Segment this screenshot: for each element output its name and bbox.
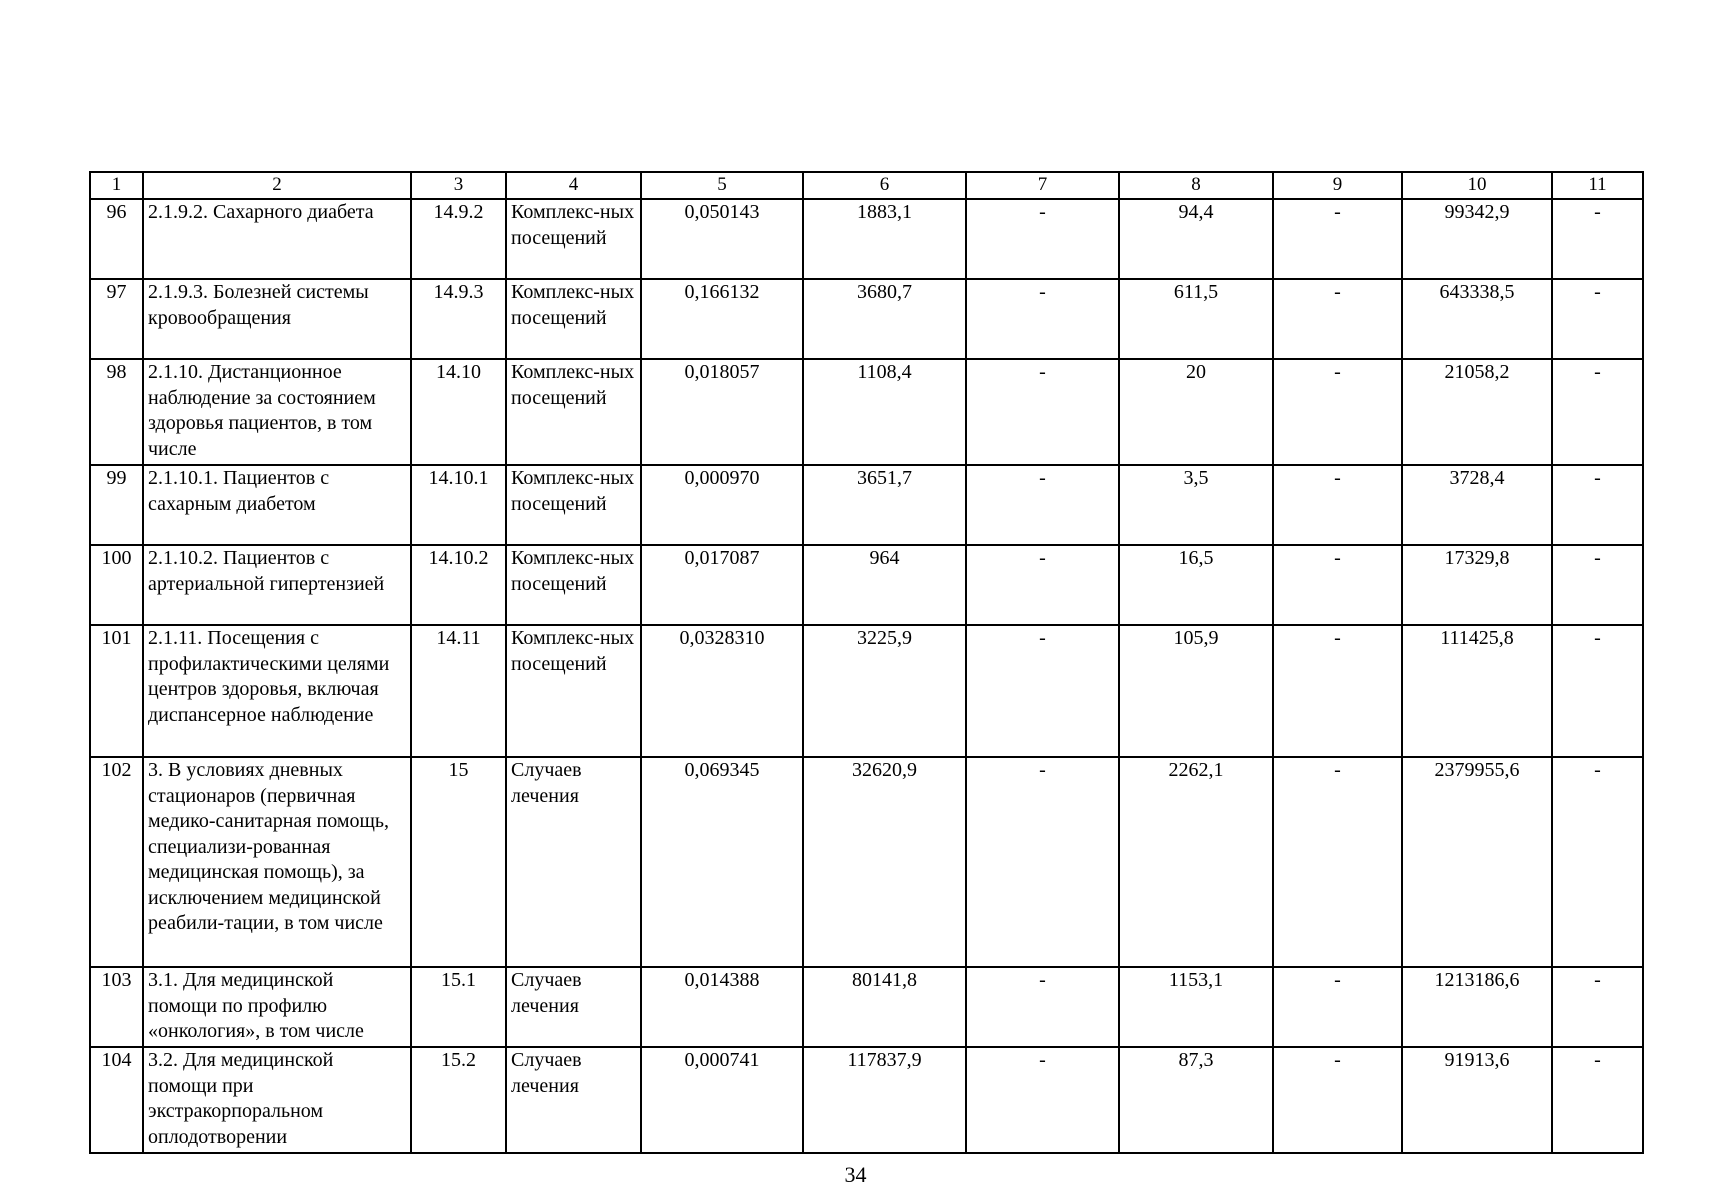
row-unit: Комплекс-ных посещений	[506, 359, 641, 465]
cell-col5: 0,017087	[641, 545, 803, 625]
row-number: 100	[90, 545, 143, 625]
cell-col7: -	[966, 967, 1119, 1047]
column-header: 8	[1119, 172, 1273, 199]
column-header: 1	[90, 172, 143, 199]
cell-col9: -	[1273, 199, 1402, 279]
cell-col11: -	[1552, 545, 1643, 625]
row-number: 99	[90, 465, 143, 545]
row-unit: Случаев лечения	[506, 757, 641, 967]
row-number: 101	[90, 625, 143, 757]
row-name: 3.1. Для медицинской помощи по профилю «онкология», в том числе	[143, 967, 411, 1047]
table-row	[90, 1047, 1643, 1153]
cell-col7: -	[966, 757, 1119, 967]
cell-col5: 0,014388	[641, 967, 803, 1047]
cell-col7: -	[966, 279, 1119, 359]
cell-col6: 964	[803, 545, 966, 625]
row-code: 14.10	[411, 359, 506, 465]
cell-col11: -	[1552, 757, 1643, 967]
cell-col11: -	[1552, 279, 1643, 359]
cell-col10: 111425,8	[1402, 625, 1552, 757]
cell-col8: 105,9	[1119, 625, 1273, 757]
cell-col8: 16,5	[1119, 545, 1273, 625]
cell-col8: 20	[1119, 359, 1273, 465]
cell-col6: 1883,1	[803, 199, 966, 279]
row-code: 14.9.2	[411, 199, 506, 279]
cell-col9: -	[1273, 1047, 1402, 1153]
cell-col5: 0,166132	[641, 279, 803, 359]
table-row	[90, 465, 1643, 545]
cell-col9: -	[1273, 757, 1402, 967]
cell-col6: 3225,9	[803, 625, 966, 757]
cell-col10: 91913,6	[1402, 1047, 1552, 1153]
row-name: 2.1.11. Посещения с профилактическими целями центров здоровья, включая диспансерное наблюдение	[143, 625, 411, 757]
cell-col8: 611,5	[1119, 279, 1273, 359]
row-unit: Комплекс-ных посещений	[506, 199, 641, 279]
cell-col8: 87,3	[1119, 1047, 1273, 1153]
page-number: 34	[844, 1162, 867, 1187]
cell-col5: 0,069345	[641, 757, 803, 967]
cell-col8: 3,5	[1119, 465, 1273, 545]
cell-col11: -	[1552, 199, 1643, 279]
row-number: 102	[90, 757, 143, 967]
cell-col10: 2379955,6	[1402, 757, 1552, 967]
row-name: 2.1.10. Дистанционное наблюдение за состоянием здоровья пациентов, в том числе	[143, 359, 411, 465]
cell-col11: -	[1552, 359, 1643, 465]
row-code: 14.10.2	[411, 545, 506, 625]
cell-col6: 117837,9	[803, 1047, 966, 1153]
cell-col9: -	[1273, 279, 1402, 359]
row-code: 14.9.3	[411, 279, 506, 359]
cell-col9: -	[1273, 625, 1402, 757]
cell-col7: -	[966, 465, 1119, 545]
cell-col6: 3651,7	[803, 465, 966, 545]
row-name: 2.1.10.1. Пациентов с сахарным диабетом	[143, 465, 411, 545]
cell-col7: -	[966, 359, 1119, 465]
column-header: 10	[1402, 172, 1552, 199]
cell-col11: -	[1552, 625, 1643, 757]
row-name: 2.1.10.2. Пациентов с артериальной гипертензией	[143, 545, 411, 625]
column-header: 11	[1552, 172, 1643, 199]
row-number: 98	[90, 359, 143, 465]
row-name: 2.1.9.3. Болезней системы кровообращения	[143, 279, 411, 359]
column-header: 5	[641, 172, 803, 199]
cell-col8: 2262,1	[1119, 757, 1273, 967]
cell-col6: 1108,4	[803, 359, 966, 465]
cell-col5: 0,000741	[641, 1047, 803, 1153]
cell-col8: 1153,1	[1119, 967, 1273, 1047]
cell-col9: -	[1273, 465, 1402, 545]
cell-col9: -	[1273, 545, 1402, 625]
column-header: 9	[1273, 172, 1402, 199]
cell-col5: 0,000970	[641, 465, 803, 545]
row-unit: Случаев лечения	[506, 967, 641, 1047]
table-row	[90, 279, 1643, 359]
column-header: 3	[411, 172, 506, 199]
row-number: 103	[90, 967, 143, 1047]
row-number: 97	[90, 279, 143, 359]
column-header: 6	[803, 172, 966, 199]
cell-col9: -	[1273, 359, 1402, 465]
cell-col11: -	[1552, 1047, 1643, 1153]
cell-col7: -	[966, 199, 1119, 279]
header-row	[90, 172, 1643, 199]
table-row	[90, 757, 1643, 967]
row-unit: Случаев лечения	[506, 1047, 641, 1153]
column-header: 7	[966, 172, 1119, 199]
cell-col10: 99342,9	[1402, 199, 1552, 279]
row-name: 2.1.9.2. Сахарного диабета	[143, 199, 411, 279]
row-number: 104	[90, 1047, 143, 1153]
cell-col11: -	[1552, 967, 1643, 1047]
cell-col10: 3728,4	[1402, 465, 1552, 545]
cell-col10: 643338,5	[1402, 279, 1552, 359]
row-unit: Комплекс-ных посещений	[506, 625, 641, 757]
row-code: 15	[411, 757, 506, 967]
cell-col7: -	[966, 625, 1119, 757]
table-row	[90, 199, 1643, 279]
row-number: 96	[90, 199, 143, 279]
cell-col11: -	[1552, 465, 1643, 545]
cell-col7: -	[966, 545, 1119, 625]
cell-col5: 0,050143	[641, 199, 803, 279]
row-unit: Комплекс-ных посещений	[506, 279, 641, 359]
row-unit: Комплекс-ных посещений	[506, 465, 641, 545]
table-row	[90, 359, 1643, 465]
row-name: 3.2. Для медицинской помощи при экстракорпоральном оплодотворении	[143, 1047, 411, 1153]
column-header: 4	[506, 172, 641, 199]
cell-col9: -	[1273, 967, 1402, 1047]
cell-col10: 1213186,6	[1402, 967, 1552, 1047]
table-body	[90, 172, 1643, 1153]
cell-col7: -	[966, 1047, 1119, 1153]
cell-col5: 0,0328310	[641, 625, 803, 757]
data-table	[89, 171, 1644, 1154]
table-row	[90, 967, 1643, 1047]
cell-col10: 21058,2	[1402, 359, 1552, 465]
cell-col6: 32620,9	[803, 757, 966, 967]
cell-col6: 80141,8	[803, 967, 966, 1047]
table-row	[90, 545, 1643, 625]
table-row	[90, 625, 1643, 757]
row-code: 14.11	[411, 625, 506, 757]
row-code: 14.10.1	[411, 465, 506, 545]
row-code: 15.1	[411, 967, 506, 1047]
column-header: 2	[143, 172, 411, 199]
cell-col5: 0,018057	[641, 359, 803, 465]
cell-col6: 3680,7	[803, 279, 966, 359]
row-code: 15.2	[411, 1047, 506, 1153]
cell-col10: 17329,8	[1402, 545, 1552, 625]
cell-col8: 94,4	[1119, 199, 1273, 279]
row-unit: Комплекс-ных посещений	[506, 545, 641, 625]
row-name: 3. В условиях дневных стационаров (первичная медико-санитарная помощь, специализи-рованная медицинская помощь), за исключением медицинской реабили-тации, в том числе	[143, 757, 411, 967]
